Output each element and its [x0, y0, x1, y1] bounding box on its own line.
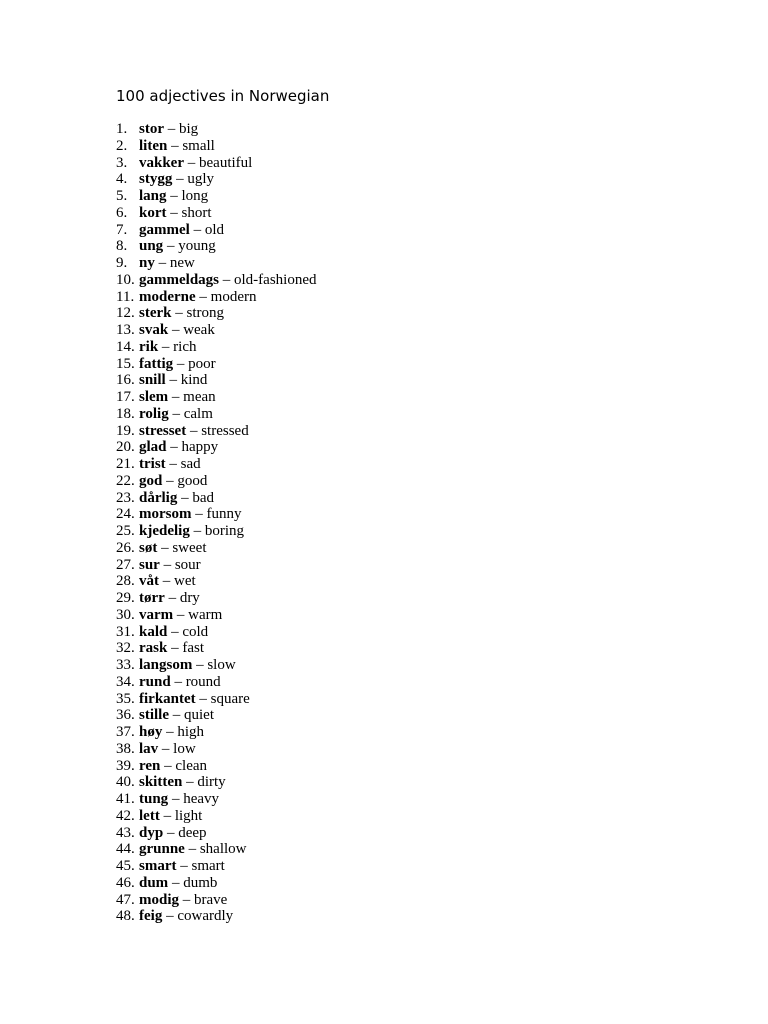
norwegian-word: tung	[139, 791, 169, 807]
list-item	[116, 791, 316, 808]
norwegian-word: ung	[139, 238, 164, 255]
english-meaning: brave	[194, 891, 228, 908]
norwegian-word: rik	[139, 338, 159, 355]
item-number: 20.	[116, 439, 135, 456]
english-meaning: clean	[175, 757, 208, 774]
english-meaning: modern	[210, 288, 257, 305]
norwegian-word: sterk	[139, 305, 172, 322]
english-meaning: sour	[174, 556, 201, 573]
item-number: 46.	[116, 874, 135, 891]
item-number: 30.	[116, 606, 135, 623]
item-separator: –	[159, 556, 175, 573]
norwegian-word: lav	[139, 740, 159, 757]
english-meaning: new	[169, 255, 195, 271]
list-item	[116, 272, 316, 289]
norwegian-word: kort	[139, 204, 167, 221]
norwegian-word: snill	[139, 372, 166, 389]
list-item	[116, 825, 316, 842]
english-meaning: short	[181, 204, 212, 221]
norwegian-word: kald	[139, 623, 168, 640]
item-separator: –	[179, 891, 195, 908]
item-number: 47.	[116, 891, 135, 908]
list-item	[116, 624, 316, 641]
list-item	[116, 607, 316, 624]
english-meaning: bad	[192, 489, 215, 506]
item-separator: –	[168, 322, 184, 338]
english-meaning: calm	[183, 405, 213, 422]
english-meaning: quiet	[184, 707, 214, 724]
item-number: 18.	[116, 405, 135, 422]
list-item	[116, 356, 316, 373]
item-separator: –	[167, 137, 183, 154]
list-item	[116, 155, 316, 172]
item-number: 37.	[116, 724, 135, 740]
list-item	[116, 339, 316, 356]
list-item	[116, 523, 316, 540]
item-number: 26.	[116, 539, 135, 556]
item-number: 9.	[116, 255, 128, 271]
item-number: 11.	[116, 288, 135, 305]
list-item	[116, 238, 316, 255]
item-number: 42.	[116, 807, 135, 824]
item-separator: –	[186, 422, 202, 439]
norwegian-word: morsom	[139, 506, 192, 523]
norwegian-word: lang	[139, 188, 167, 204]
english-meaning: warm	[188, 606, 223, 623]
item-separator: –	[163, 238, 179, 255]
english-meaning: old	[204, 221, 224, 238]
norwegian-word: rask	[139, 640, 168, 657]
item-separator: –	[184, 154, 199, 171]
norwegian-word: rolig	[139, 405, 169, 422]
norwegian-word: tørr	[139, 590, 165, 606]
english-meaning: weak	[183, 322, 215, 338]
list-item	[116, 657, 316, 674]
item-separator: –	[173, 355, 189, 372]
item-separator: –	[166, 204, 182, 221]
norwegian-word: søt	[139, 539, 158, 556]
english-meaning: cowardly	[177, 908, 234, 925]
english-meaning: ugly	[187, 171, 215, 188]
list-item	[116, 490, 316, 507]
norwegian-word: smart	[139, 858, 177, 874]
norwegian-word: feig	[139, 908, 163, 925]
item-separator: –	[159, 573, 174, 590]
item-separator: –	[166, 439, 182, 456]
item-number: 23.	[116, 489, 135, 506]
norwegian-word: dyp	[139, 824, 164, 841]
item-number: 28.	[116, 573, 135, 590]
item-separator: –	[154, 255, 170, 271]
norwegian-word: gammel	[139, 221, 190, 238]
item-separator: –	[176, 858, 192, 874]
item-number: 16.	[116, 372, 135, 389]
item-number: 31.	[116, 623, 135, 640]
item-number: 24.	[116, 506, 135, 523]
item-number: 12.	[116, 305, 135, 322]
norwegian-word: stor	[139, 121, 164, 137]
norwegian-word: grunne	[139, 841, 185, 858]
list-item	[116, 255, 316, 272]
item-number: 45.	[116, 858, 135, 874]
item-number: 6.	[116, 204, 128, 221]
item-separator: –	[189, 221, 205, 238]
item-number: 35.	[116, 690, 135, 707]
english-meaning: sad	[180, 456, 201, 472]
list-item	[116, 758, 316, 775]
norwegian-word: våt	[139, 573, 159, 590]
english-meaning: low	[173, 740, 196, 757]
item-number: 33.	[116, 657, 135, 673]
english-meaning: kind	[180, 372, 208, 389]
list-item	[116, 188, 316, 205]
norwegian-word: fattig	[139, 355, 174, 372]
norwegian-word: slem	[139, 389, 169, 405]
norwegian-word: modig	[139, 891, 180, 908]
item-number: 17.	[116, 389, 135, 405]
english-meaning: strong	[186, 305, 224, 322]
item-number: 14.	[116, 338, 135, 355]
item-separator: –	[168, 874, 184, 891]
item-number: 2.	[116, 137, 128, 154]
english-meaning: big	[179, 121, 199, 137]
list-item	[116, 322, 316, 339]
norwegian-word: rund	[139, 673, 171, 690]
item-number: 38.	[116, 740, 135, 757]
norwegian-word: dum	[139, 874, 169, 891]
list-item	[116, 640, 316, 657]
list-item	[116, 205, 316, 222]
list-item	[116, 171, 316, 188]
item-number: 40.	[116, 774, 135, 791]
english-meaning: mean	[183, 389, 216, 405]
english-meaning: rich	[173, 338, 197, 355]
list-item	[116, 121, 316, 138]
english-meaning: funny	[206, 506, 242, 523]
item-number: 10.	[116, 271, 135, 288]
document-title: 100 adjectives in Norwegian	[116, 87, 330, 105]
item-number: 48.	[116, 908, 135, 925]
item-separator: –	[165, 372, 181, 389]
list-item	[116, 222, 316, 239]
list-item	[116, 372, 316, 389]
item-separator: –	[164, 590, 180, 606]
item-separator: –	[164, 121, 179, 137]
norwegian-word: høy	[139, 724, 163, 740]
item-number: 34.	[116, 673, 135, 690]
list-item	[116, 590, 316, 607]
list-item	[116, 138, 316, 155]
list-item	[116, 456, 316, 473]
item-separator: –	[158, 338, 174, 355]
adjective-list	[116, 121, 316, 925]
english-meaning: dirty	[197, 774, 226, 791]
english-meaning: happy	[181, 439, 219, 456]
english-meaning: round	[185, 673, 221, 690]
item-separator: –	[173, 606, 189, 623]
item-separator: –	[172, 171, 188, 188]
item-separator: –	[162, 472, 178, 489]
english-meaning: stressed	[201, 422, 249, 439]
list-item	[116, 707, 316, 724]
list-item	[116, 858, 316, 875]
list-item	[116, 808, 316, 825]
norwegian-word: stille	[139, 707, 169, 724]
list-item	[116, 674, 316, 691]
english-meaning: deep	[178, 824, 207, 841]
list-item	[116, 289, 316, 306]
norwegian-word: dårlig	[139, 489, 178, 506]
item-number: 8.	[116, 238, 128, 255]
norwegian-word: ren	[139, 757, 161, 774]
item-separator: –	[189, 523, 205, 539]
list-item	[116, 774, 316, 791]
english-meaning: shallow	[199, 841, 247, 858]
item-separator: –	[195, 288, 211, 305]
item-separator: –	[168, 405, 184, 422]
item-separator: –	[168, 389, 184, 405]
list-item	[116, 389, 316, 406]
english-meaning: fast	[182, 640, 205, 657]
item-separator: –	[184, 841, 200, 858]
norwegian-word: svak	[139, 322, 169, 338]
english-meaning: smart	[191, 858, 225, 874]
norwegian-word: gammeldags	[139, 271, 219, 288]
english-meaning: cold	[182, 623, 209, 640]
item-separator: –	[168, 791, 184, 807]
item-number: 19.	[116, 422, 135, 439]
item-number: 36.	[116, 707, 135, 724]
list-item	[116, 741, 316, 758]
norwegian-word: liten	[139, 137, 168, 154]
item-separator: –	[165, 456, 181, 472]
item-separator: –	[167, 623, 183, 640]
item-separator: –	[170, 673, 186, 690]
english-meaning: small	[182, 137, 215, 154]
list-item	[116, 557, 316, 574]
item-number: 27.	[116, 556, 135, 573]
list-item	[116, 875, 316, 892]
english-meaning: old-fashioned	[234, 271, 317, 288]
english-meaning: wet	[174, 573, 196, 590]
item-number: 32.	[116, 640, 135, 657]
norwegian-word: ny	[139, 255, 155, 271]
list-item	[116, 724, 316, 741]
list-item	[116, 573, 316, 590]
norwegian-word: firkantet	[139, 690, 196, 707]
item-number: 7.	[116, 221, 128, 238]
item-separator: –	[169, 707, 184, 724]
english-meaning: good	[177, 472, 208, 489]
item-separator: –	[163, 824, 179, 841]
norwegian-word: glad	[139, 439, 167, 456]
norwegian-word: vakker	[139, 154, 184, 171]
english-meaning: dry	[179, 590, 200, 606]
item-number: 3.	[116, 154, 128, 171]
item-number: 43.	[116, 824, 135, 841]
norwegian-word: lett	[139, 807, 160, 824]
list-item	[116, 892, 316, 909]
english-meaning: long	[181, 188, 209, 204]
english-meaning: square	[210, 690, 250, 707]
item-separator: –	[177, 489, 193, 506]
list-item	[116, 540, 316, 557]
list-item	[116, 439, 316, 456]
list-item	[116, 908, 316, 925]
english-meaning: poor	[188, 355, 216, 372]
item-separator: –	[158, 740, 174, 757]
item-separator: –	[162, 724, 178, 740]
item-separator: –	[219, 271, 234, 288]
item-separator: –	[167, 640, 183, 657]
item-number: 21.	[116, 456, 135, 472]
item-separator: –	[171, 305, 187, 322]
item-number: 25.	[116, 523, 135, 539]
item-number: 1.	[116, 121, 128, 137]
list-item	[116, 691, 316, 708]
english-meaning: sweet	[172, 539, 207, 556]
item-separator: –	[160, 757, 176, 774]
item-number: 15.	[116, 355, 135, 372]
norwegian-word: sur	[139, 556, 160, 573]
item-separator: –	[195, 690, 211, 707]
english-meaning: light	[174, 807, 203, 824]
item-separator: –	[157, 539, 173, 556]
item-number: 13.	[116, 322, 135, 338]
item-separator: –	[191, 506, 207, 523]
norwegian-word: langsom	[139, 657, 193, 673]
english-meaning: dumb	[183, 874, 218, 891]
item-number: 44.	[116, 841, 135, 858]
item-separator: –	[166, 188, 182, 204]
item-number: 41.	[116, 791, 135, 807]
norwegian-word: kjedelig	[139, 523, 190, 539]
english-meaning: slow	[207, 657, 236, 673]
list-item	[116, 506, 316, 523]
item-number: 5.	[116, 188, 128, 204]
norwegian-word: stresset	[139, 422, 187, 439]
norwegian-word: god	[139, 472, 163, 489]
list-item	[116, 473, 316, 490]
item-number: 4.	[116, 171, 128, 188]
english-meaning: heavy	[183, 791, 220, 807]
norwegian-word: skitten	[139, 774, 183, 791]
item-separator: –	[159, 807, 175, 824]
norwegian-word: varm	[139, 606, 174, 623]
item-separator: –	[162, 908, 178, 925]
list-item	[116, 841, 316, 858]
item-separator: –	[182, 774, 198, 791]
item-separator: –	[192, 657, 208, 673]
english-meaning: young	[178, 238, 216, 255]
norwegian-word: moderne	[139, 288, 196, 305]
item-number: 29.	[116, 590, 135, 606]
norwegian-word: trist	[139, 456, 166, 472]
list-item	[116, 406, 316, 423]
item-number: 39.	[116, 757, 135, 774]
item-number: 22.	[116, 472, 135, 489]
english-meaning: beautiful	[199, 154, 253, 171]
english-meaning: boring	[204, 523, 245, 539]
english-meaning: high	[177, 724, 205, 740]
norwegian-word: stygg	[139, 171, 173, 188]
list-item	[116, 423, 316, 440]
list-item	[116, 305, 316, 322]
